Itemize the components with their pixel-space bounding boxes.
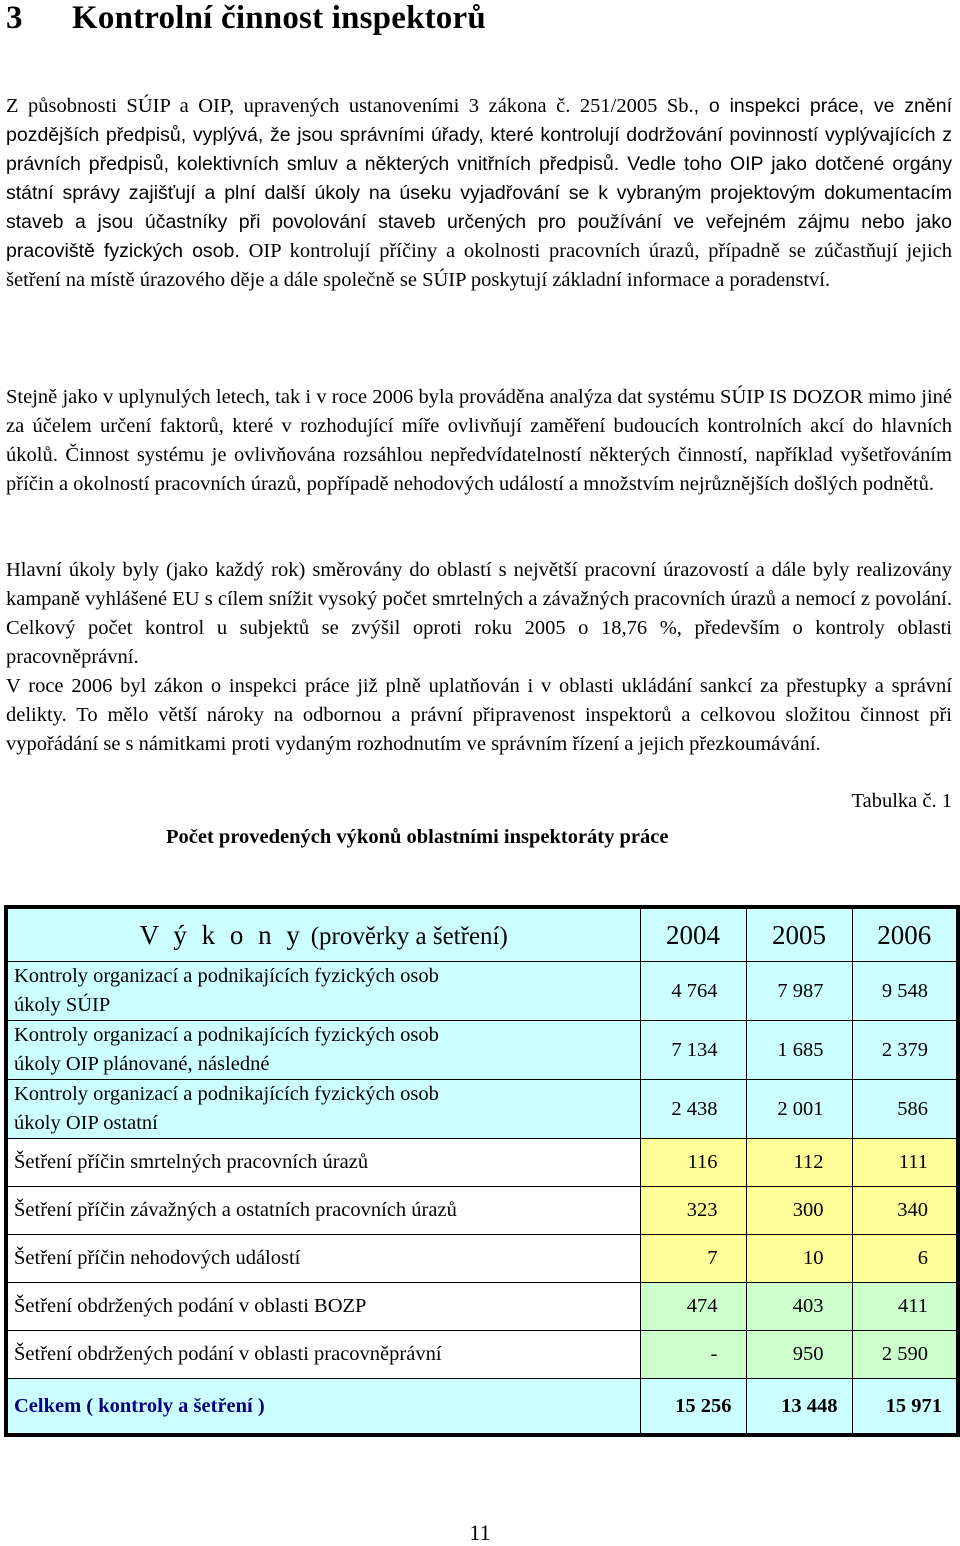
table-total-row xyxy=(6,1379,958,1436)
cell-2005: 950 xyxy=(746,1331,852,1379)
row-label xyxy=(6,962,640,1021)
cell-2006: 111 xyxy=(852,1139,958,1187)
row-label-line-1: Kontroly organizací a podnikajících fyzických osob xyxy=(14,1024,439,1046)
cell-2004: - xyxy=(640,1331,746,1379)
cell-2006: 6 xyxy=(852,1235,958,1283)
table-header-row xyxy=(6,907,958,962)
section-number: 3 xyxy=(6,0,23,36)
cell-2005: 2 001 xyxy=(746,1080,852,1139)
row-label: Šetření obdržených podání v oblasti pracovněprávní xyxy=(6,1331,640,1379)
cell-2004: 7 134 xyxy=(640,1021,746,1080)
header-year: 2005 xyxy=(746,907,852,962)
table-row xyxy=(6,1235,958,1283)
total-2004: 15 256 xyxy=(640,1379,746,1436)
row-label-line-2: úkoly OIP ostatní xyxy=(14,1112,158,1134)
cell-2004: 474 xyxy=(640,1283,746,1331)
table-title: Počet provedených výkonů oblastními inspektoráty práce xyxy=(166,826,669,848)
row-label: Šetření příčin závažných a ostatních pracovních úrazů xyxy=(6,1187,640,1235)
header-label-spaced: V ý k o n y xyxy=(139,919,304,950)
cell-2005: 7 987 xyxy=(746,962,852,1021)
row-label: Šetření příčin smrtelných pracovních úrazů xyxy=(6,1139,640,1187)
performance-table xyxy=(4,905,960,1437)
paragraph-1 xyxy=(6,92,952,295)
cell-2005: 112 xyxy=(746,1139,852,1187)
total-2005: 13 448 xyxy=(746,1379,852,1436)
cell-2005: 300 xyxy=(746,1187,852,1235)
row-label: Šetření obdržených podání v oblasti BOZP xyxy=(6,1283,640,1331)
table-row xyxy=(6,1283,958,1331)
cell-2004: 323 xyxy=(640,1187,746,1235)
paragraph-1-part-3: Vedle toho OIP jako dotčené orgány státní správy zajišťují a plní další úkoly na úseku vyjadřování se k vybraným projektovým dokumentacím staveb a jsou účastníky při povolování staveb určených pro používání ve veřejném zájmu nebo jako pracoviště fyzických osob. xyxy=(6,153,952,262)
table-row xyxy=(6,1080,958,1139)
table-number: Tabulka č. 1 xyxy=(851,790,952,812)
cell-2005: 1 685 xyxy=(746,1021,852,1080)
total-2006: 15 971 xyxy=(852,1379,958,1436)
table-row xyxy=(6,962,958,1021)
paragraph-1-part-1: Z působnosti SÚIP a OIP, upravených ustanoveními 3 zákona č. 251/2005 Sb. xyxy=(6,95,694,117)
paragraph-1-part-2: , o inspekci práce, ve znění pozdějších předpisů, vyplývá, že jsou správními úřady, které kontrolují dodržování povinností vyplývajících z právních předpisů, kolektivních smluv a některých vnitřních předpisů. xyxy=(6,95,952,175)
table-row xyxy=(6,1021,958,1080)
page-number: 11 xyxy=(469,1520,491,1545)
paragraph-2: Stejně jako v uplynulých letech, tak i v roce 2006 byla prováděna analýza dat systému SÚIP IS DOZOR mimo jiné za účelem určení faktorů, které v rozhodující míře ovlivňují zaměření budoucích kontrolních akcí do hlavních úkolů. Činnost systému je ovlivňována rozsáhlou nepředvídatelností některých činností, například vyšetřováním příčin a okolností pracovních úrazů, popřípadě nehodových událostí a množstvím nejrůznějších došlých podnětů. xyxy=(6,386,952,495)
cell-2004: 116 xyxy=(640,1139,746,1187)
row-label: Šetření příčin nehodových událostí xyxy=(6,1235,640,1283)
paragraph-1-part-4: OIP kontrolují příčiny a okolnosti pracovních úrazů, případně se zúčastňují jejich šetření na místě úrazového děje a dále společně se SÚIP poskytují základní informace a poradenství. xyxy=(6,240,952,291)
row-label xyxy=(6,1080,640,1139)
table-row xyxy=(6,1187,958,1235)
total-label: Celkem ( kontroly a šetření ) xyxy=(6,1379,640,1436)
paragraph-3: Hlavní úkoly byly (jako každý rok) směrovány do oblastí s největší pracovní úrazovostí a dále byly realizovány kampaně vyhlášené EU s cílem snížit vysoký počet smrtelných a závažných pracovních úrazů a nemocí z povolání. Celkový počet kontrol u subjektů se zvýšil oproti roku 2005 o 18,76 %, především o kontroly oblasti pracovněprávní. xyxy=(6,559,952,668)
cell-2005: 10 xyxy=(746,1235,852,1283)
row-label xyxy=(6,1021,640,1080)
cell-2004: 7 xyxy=(640,1235,746,1283)
cell-2006: 2 590 xyxy=(852,1331,958,1379)
row-label-line-1: Kontroly organizací a podnikajících fyzických osob xyxy=(14,965,439,987)
cell-2004: 2 438 xyxy=(640,1080,746,1139)
header-year: 2004 xyxy=(640,907,746,962)
row-label-line-2: úkoly OIP plánované, následné xyxy=(14,1053,270,1075)
header-label-rest: (prověrky a šetření) xyxy=(310,922,508,950)
row-label-line-2: úkoly SÚIP xyxy=(14,994,111,1016)
table-row xyxy=(6,1331,958,1379)
cell-2005: 403 xyxy=(746,1283,852,1331)
cell-2006: 411 xyxy=(852,1283,958,1331)
header-label xyxy=(6,907,640,962)
header-year: 2006 xyxy=(852,907,958,962)
cell-2006: 586 xyxy=(852,1080,958,1139)
cell-2006: 340 xyxy=(852,1187,958,1235)
cell-2004: 4 764 xyxy=(640,962,746,1021)
paragraph-4: V roce 2006 byl zákon o inspekci práce již plně uplatňován i v oblasti ukládání sankcí za přestupky a správní delikty. To mělo větší nároky na odbornou a právní připravenost inspektorů a celkovou složitou činnost při vypořádání se s námitkami proti vydaným rozhodnutím ve správním řízení a jejich přezkoumávání. xyxy=(6,675,952,755)
section-heading xyxy=(6,0,486,37)
table-row xyxy=(6,1139,958,1187)
cell-2006: 9 548 xyxy=(852,962,958,1021)
section-title: Kontrolní činnost inspektorů xyxy=(72,0,486,36)
cell-2006: 2 379 xyxy=(852,1021,958,1080)
row-label-line-1: Kontroly organizací a podnikajících fyzických osob xyxy=(14,1083,439,1105)
